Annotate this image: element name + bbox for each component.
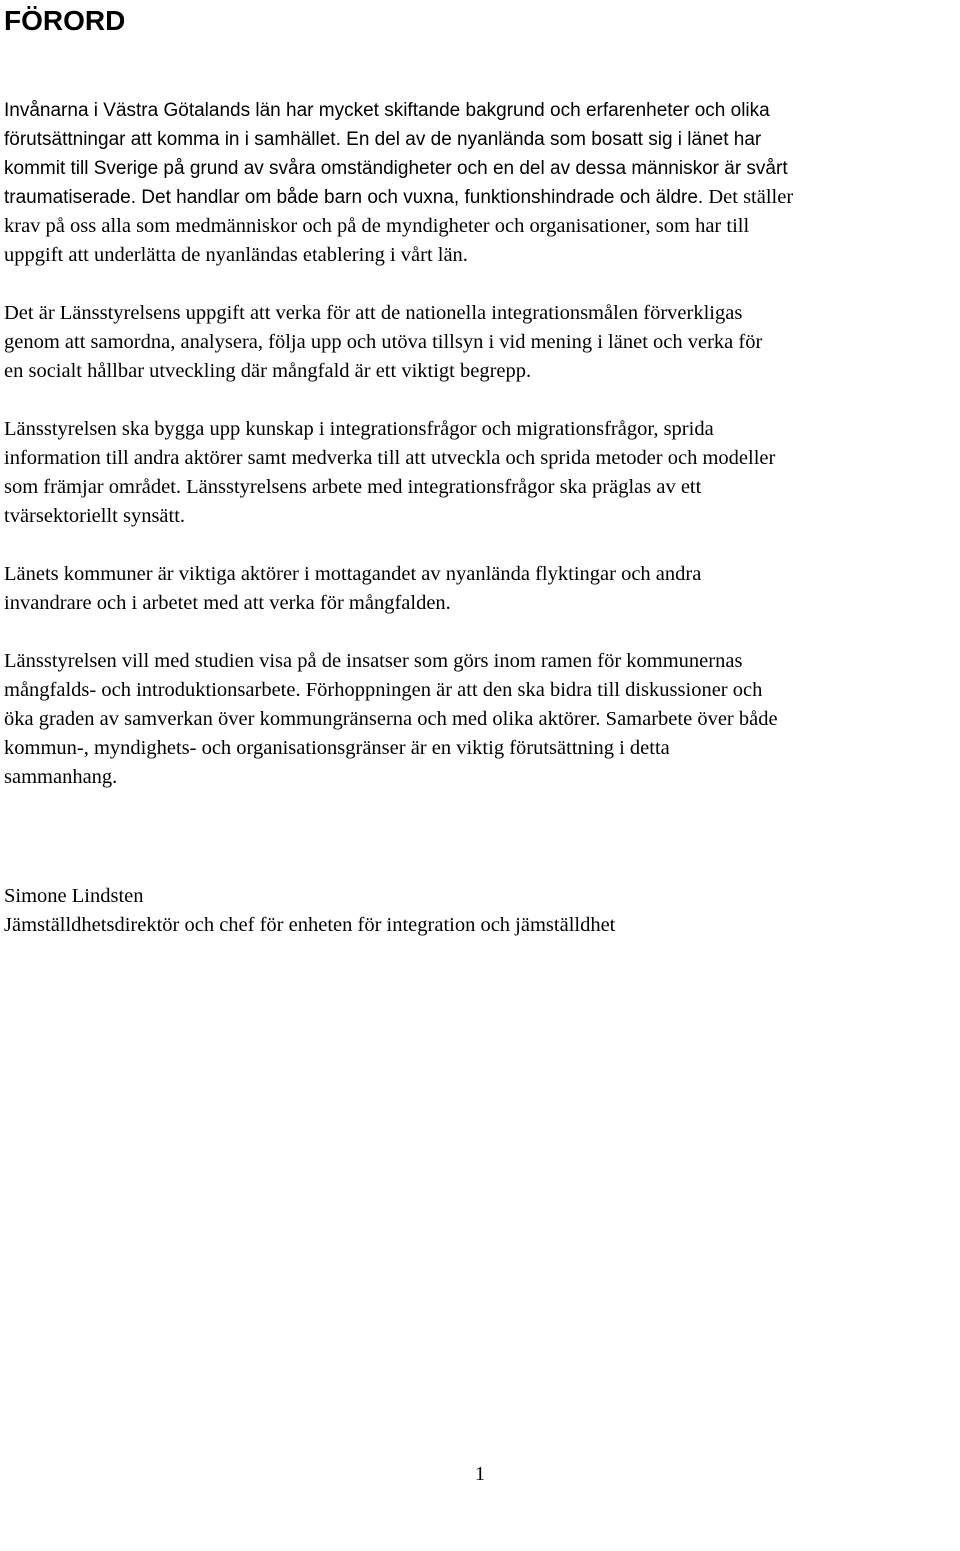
paragraph-3: Länsstyrelsen ska bygga upp kunskap i integrationsfrågor och migrationsfrågor, sprida information till andra aktörer samt medverka till att utveckla och sprida metoder och modeller som främjar området. Länsstyrelsens arbete med integrationsfrågor ska präglas av ett tvärsektoriellt synsätt. <box>4 418 776 527</box>
signature-title: Jämställdhetsdirektör och chef för enheten för integration och jämställdhet <box>4 914 616 936</box>
paragraph-1-sans-part: Invånarna i Västra Götalands län har mycket skiftande bakgrund och erfarenheter och olika förutsättningar att komma in i samhället. En del av de nyanlända som bosatt sig i länet har kommit till Sverige på grund av svåra omständigheter och en del av dessa människor är svårt traumatiserade. Det handlar om både barn och vuxna, funktionshindrade och äldre. <box>4 100 788 208</box>
paragraph-1-serif-part: Det ställer krav på oss alla som medmänniskor och på de myndigheter och organisationer, som har till uppgift att underlätta de nyanländas etablering i vårt län. <box>4 186 794 266</box>
paragraph-5: Länsstyrelsen vill med studien visa på de insatser som görs inom ramen för kommunernas mångfalds- och introduktionsarbete. Förhoppningen är att den ska bidra till diskussioner och öka graden av samverkan över kommungränserna och med olika aktörer. Samarbete över både kommun-, myndighets- och organisationsgränser är en viktig förutsättning i detta sammanhang. <box>4 650 778 788</box>
signature-block <box>4 882 615 940</box>
paragraph-2: Det är Länsstyrelsens uppgift att verka för att de nationella integrationsmålen förverkligas genom att samordna, analysera, följa upp och utöva tillsyn i vid mening i länet och verka för en socialt hållbar utveckling där mångfald är ett viktigt begrepp. <box>4 302 763 382</box>
signature-name: Simone Lindsten <box>4 885 144 907</box>
body-text <box>4 96 960 821</box>
page-title: FÖRORD <box>4 5 126 36</box>
paragraph-1 <box>4 96 960 270</box>
page-number: 1 <box>474 1463 486 1485</box>
paragraph-4: Länets kommuner är viktiga aktörer i mottagandet av nyanlända flyktingar och andra invandrare och i arbetet med att verka för mångfalden. <box>4 563 702 614</box>
